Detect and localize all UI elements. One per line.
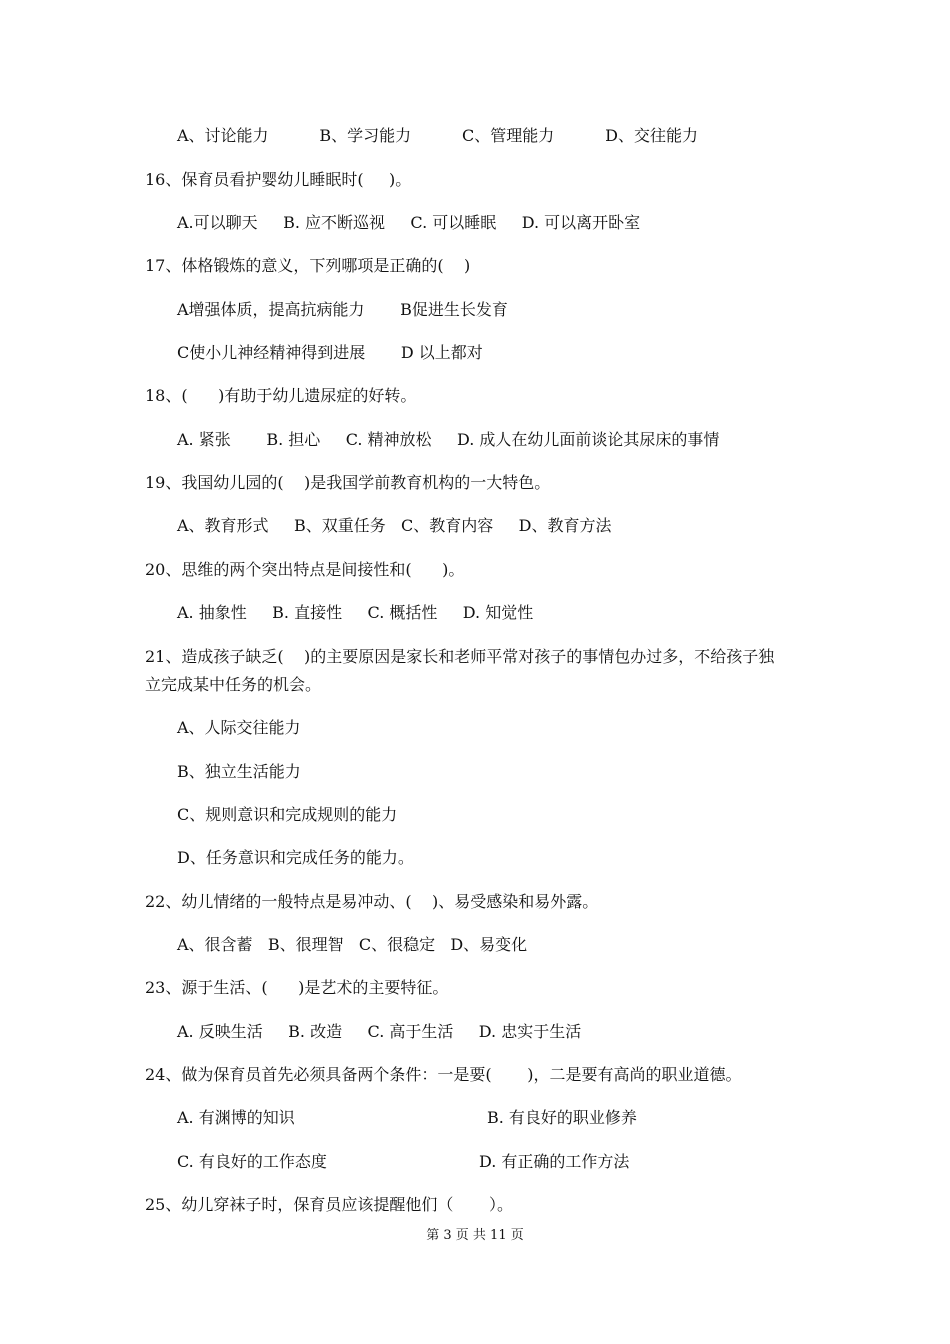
q15-options: A、讨论能力 B、学习能力 C、管理能力 D、交往能力 — [177, 126, 698, 145]
question-16: 16、保育员看护婴幼儿睡眠时( )。 — [145, 170, 412, 189]
question-17: 17、体格锻炼的意义，下列哪项是正确的( ) — [145, 256, 471, 275]
question-22: 22、幼儿情绪的一般特点是易冲动、( )、易受感染和易外露。 — [145, 892, 599, 911]
question-24: 24、做为保育员首先必须具备两个条件：一是要( )，二是要有高尚的职业道德。 — [145, 1065, 742, 1084]
question-21: 21、造成孩子缺乏( )的主要原因是家长和老师平常对孩子的事情包办过多，不给孩子独 — [145, 647, 775, 666]
question-21-cont: 立完成某中任务的机会。 — [145, 675, 322, 694]
q17-options-cd: C使小儿神经精神得到进展 D 以上都对 — [177, 343, 483, 362]
page-footer: 第 3 页 共 11 页 — [426, 1228, 524, 1243]
q21-option-a: A、人际交往能力 — [177, 718, 301, 737]
q18-options: A. 紧张 B. 担心 C. 精神放松 D. 成人在幼儿面前谈论其尿床的事情 — [177, 430, 720, 449]
q24-option-b: B. 有良好的职业修养 — [487, 1108, 637, 1127]
q21-option-d: D、任务意识和完成任务的能力。 — [177, 848, 414, 867]
q24-option-d: D. 有正确的工作方法 — [479, 1152, 630, 1171]
q24-option-c: C. 有良好的工作态度 — [177, 1152, 327, 1171]
question-25: 25、幼儿穿袜子时，保育员应该提醒他们（ ）。 — [145, 1195, 513, 1214]
q20-options: A. 抽象性 B. 直接性 C. 概括性 D. 知觉性 — [177, 603, 534, 622]
q24-option-a: A. 有渊博的知识 — [177, 1108, 295, 1127]
q19-options: A、教育形式 B、双重任务 C、教育内容 D、教育方法 — [177, 516, 612, 535]
q21-option-b: B、独立生活能力 — [177, 762, 301, 781]
q21-option-c: C、规则意识和完成规则的能力 — [177, 805, 398, 824]
question-23: 23、源于生活、( )是艺术的主要特征。 — [145, 978, 449, 997]
question-20: 20、思维的两个突出特点是间接性和( )。 — [145, 560, 465, 579]
question-19: 19、我国幼儿园的( )是我国学前教育机构的一大特色。 — [145, 473, 551, 492]
q17-options-ab: A增强体质，提高抗病能力 B促进生长发育 — [177, 300, 508, 319]
q16-options: A.可以聊天 B. 应不断巡视 C. 可以睡眠 D. 可以离开卧室 — [177, 213, 641, 232]
q23-options: A. 反映生活 B. 改造 C. 高于生活 D. 忠实于生活 — [177, 1022, 582, 1041]
question-18: 18、( )有助于幼儿遗尿症的好转。 — [145, 386, 417, 405]
q22-options: A、很含蓄 B、很理智 C、很稳定 D、易变化 — [177, 935, 528, 954]
